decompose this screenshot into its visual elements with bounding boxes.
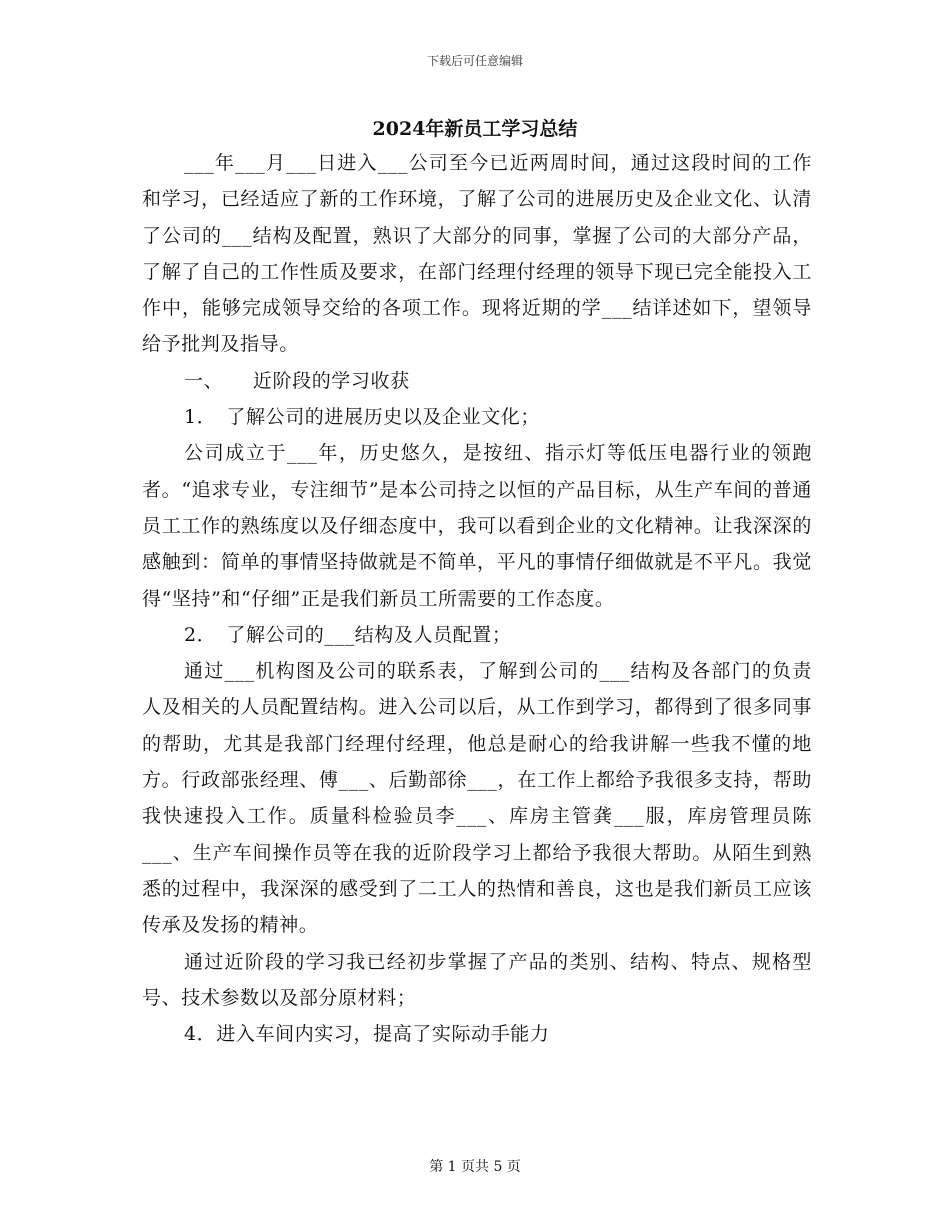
subheading-2: 2． 了解公司的___结构及人员配置； [184, 623, 512, 646]
document-body [142, 145, 812, 1052]
section-heading-1: 一、 近阶段的学习收获 [184, 369, 410, 392]
paragraph-history: 公司成立于___年，历史悠久，是按纽、指示灯等低压电器行业的领跑者。“追求专业，专注细节”是本公司持之以恒的产品目标，从生产车间的普通员工工作的熟练度以及仔细态度中，我可以看到企业的文化精神。让我深深的感触到：简单的事情坚持做就是不简单，平凡的事情仔细做就是不平凡。我觉得“坚持”和“仔细”正是我们新员工所需要的工作态度。 [142, 442, 812, 610]
header-note: 下载后可任意编辑 [426, 54, 523, 68]
subheading-1: 1． 了解公司的进展历史以及企业文化； [184, 406, 540, 429]
document-title: 2024年新员工学习总结 [372, 118, 578, 140]
paragraph-structure: 通过___机构图及公司的联系表，了解到公司的___结构及各部门的负责人及相关的人员配置结构。进入公司以后，从工作到学习，都得到了很多同事的帮助，尤其是我部门经理付经理，他总是耐心的给我讲解一些我不懂的地方。行政部张经理、傅___、后勤部徐___，在工作上都给予我很多支持，帮助我快速投入工作。质量科检验员李___、库房主管龚___服，库房管理员陈___、生产车间操作员等在我的近阶段学习上都给予我很大帮助。从陌生到熟悉的过程中，我深深的感受到了二工人的热情和善良，这也是我们新员工应该传承及发扬的精神。 [142, 660, 812, 937]
page-number: 第 1 页共 5 页 [429, 1159, 521, 1175]
subheading-4: 4．进入车间内实习，提高了实际动手能力 [184, 1023, 550, 1046]
paragraph-intro: ___年___月___日进入___公司至今已近两周时间，通过这段时间的工作和学习，已经适应了新的工作环境，了解了公司的进展历史及企业文化、认清了公司的___结构及配置，熟识了大部分的同事，掌握了公司的大部分产品，了解了自己的工作性质及要求，在部门经理付经理的领导下现已完全能投入工作中，能够完成领导交给的各项工作。现将近期的学___结详述如下，望领导给予批判及指导。 [142, 152, 812, 356]
paragraph-products: 通过近阶段的学习我已经初步掌握了产品的类别、结构、特点、规格型号、技术参数以及部分原材料； [142, 950, 812, 1009]
